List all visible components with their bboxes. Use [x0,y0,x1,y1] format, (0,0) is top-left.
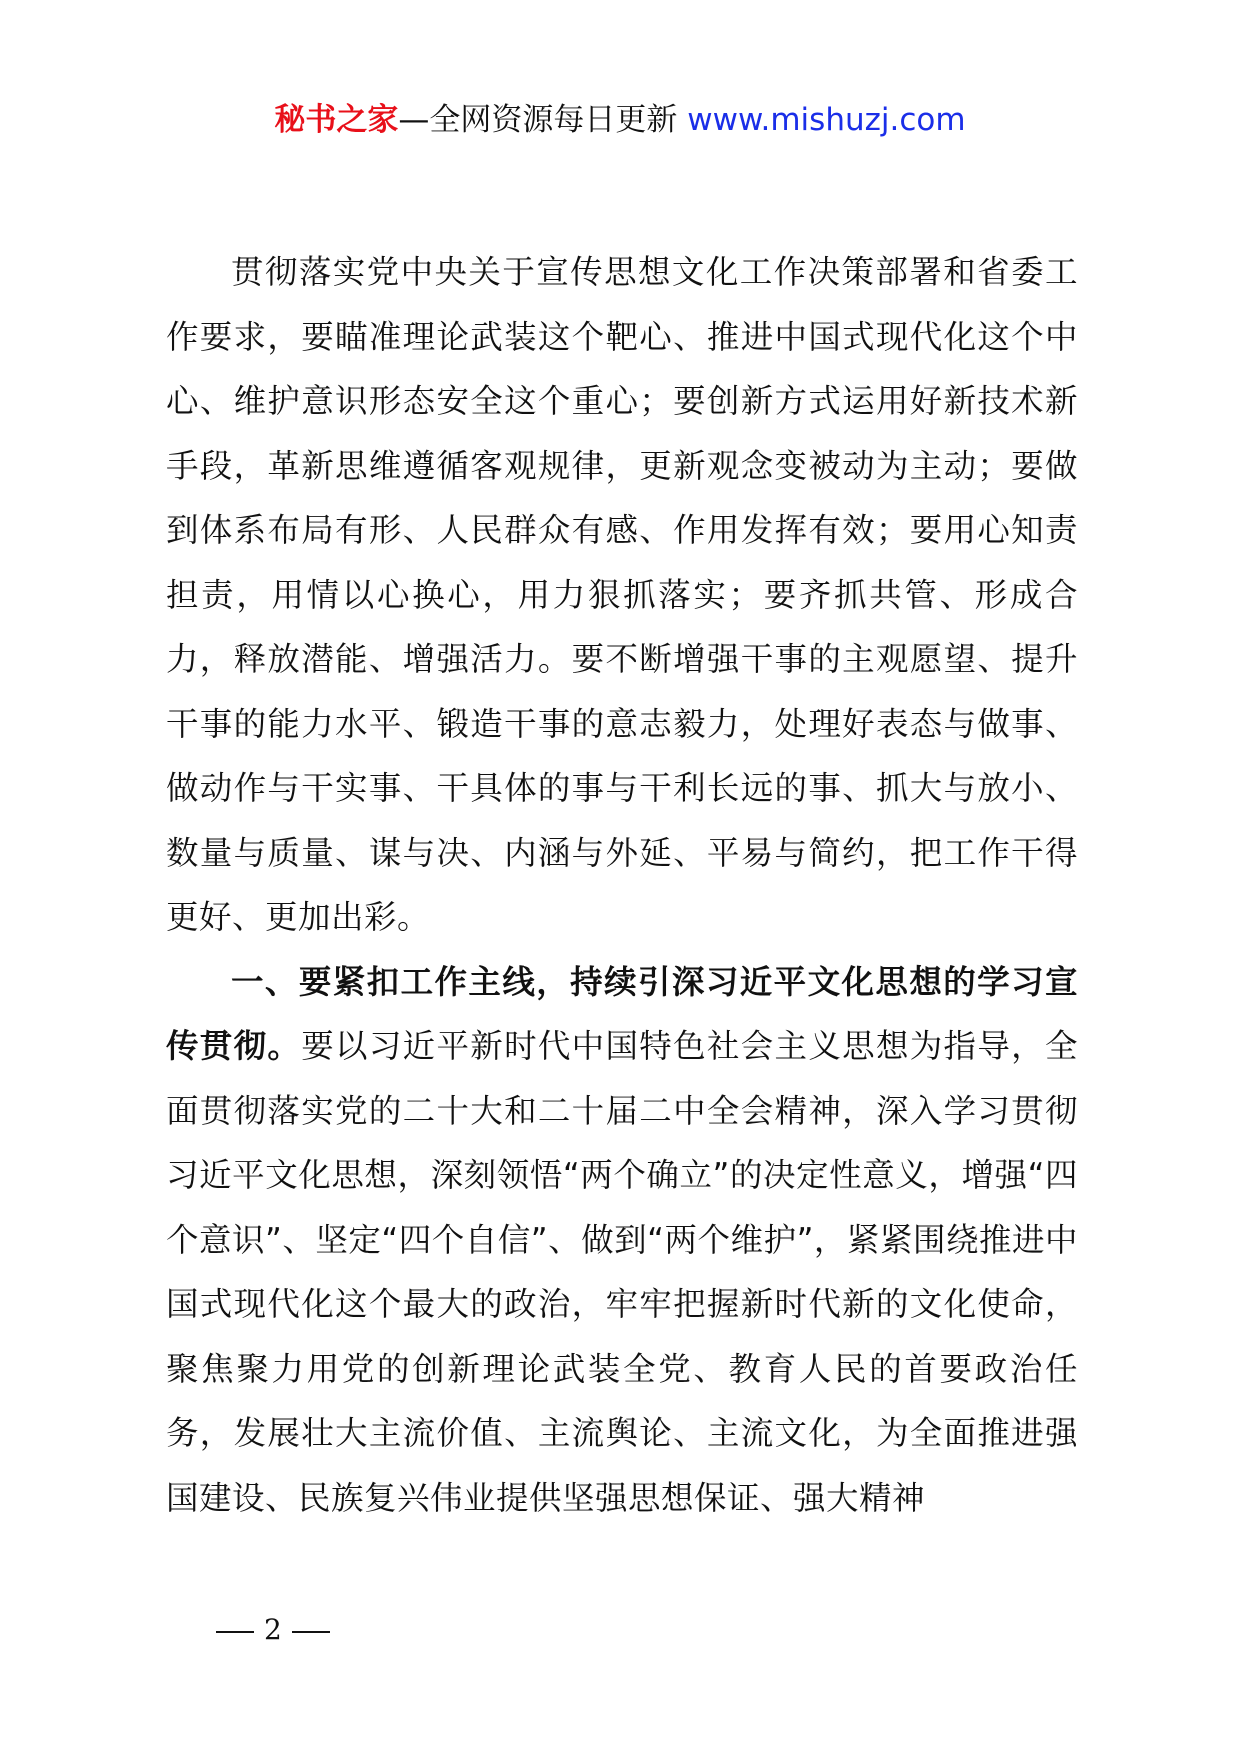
document-body [166,240,1078,1530]
section-1-paragraph [166,950,1078,1531]
site-url-link[interactable]: www.mishuzj.com [687,102,966,138]
brand-name: 秘书之家 [274,102,399,138]
page-footer [206,1612,340,1648]
section-1-text: 要以习近平新时代中国特色社会主义思想为指导，全面贯彻落实党的二十大和二十届二中全会精神，深入学习贯彻习近平文化思想，深刻领悟“两个确立”的决定性意义，增强“四个意识”、坚定“四个自信”、做到“两个维护”，紧紧围绕推进中国式现代化这个最大的政治，牢牢把握新时代新的文化使命，聚焦聚力用党的创新理论武装全党、教育人民的首要政治任务，发展壮大主流价值、主流舆论、主流文化，为全面推进强国建设、民族复兴伟业提供坚强思想保证、强大精神 [166,1027,1078,1517]
page-number: 2 [264,1613,282,1646]
header-tagline: —全网资源每日更新 [398,102,678,138]
intro-paragraph: 贯彻落实党中央关于宣传思想文化工作决策部署和省委工作要求，要瞄准理论武装这个靶心、推进中国式现代化这个中心、维护意识形态安全这个重心；要创新方式运用好新技术新手段，革新思维遵循客观规律，更新观念变被动为主动；要做到体系布局有形、人民群众有感、作用发挥有效；要用心知责担责，用情以心换心，用力狠抓落实；要齐抓共管、形成合力，释放潜能、增强活力。要不断增强干事的主观愿望、提升干事的能力水平、锻造干事的意志毅力，处理好表态与做事、做动作与干实事、干具体的事与干利长远的事、抓大与放小、数量与质量、谋与决、内涵与外延、平易与简约，把工作干得更好、更加出彩。 [166,253,1078,936]
section-1-heading: 一、要紧扣工作主线，持续引深习近平文化思想的学习宣传贯彻。 [166,962,1078,1065]
footer-dash-left [216,1631,254,1633]
footer-dash-right [292,1631,330,1633]
header-banner [0,100,1240,140]
